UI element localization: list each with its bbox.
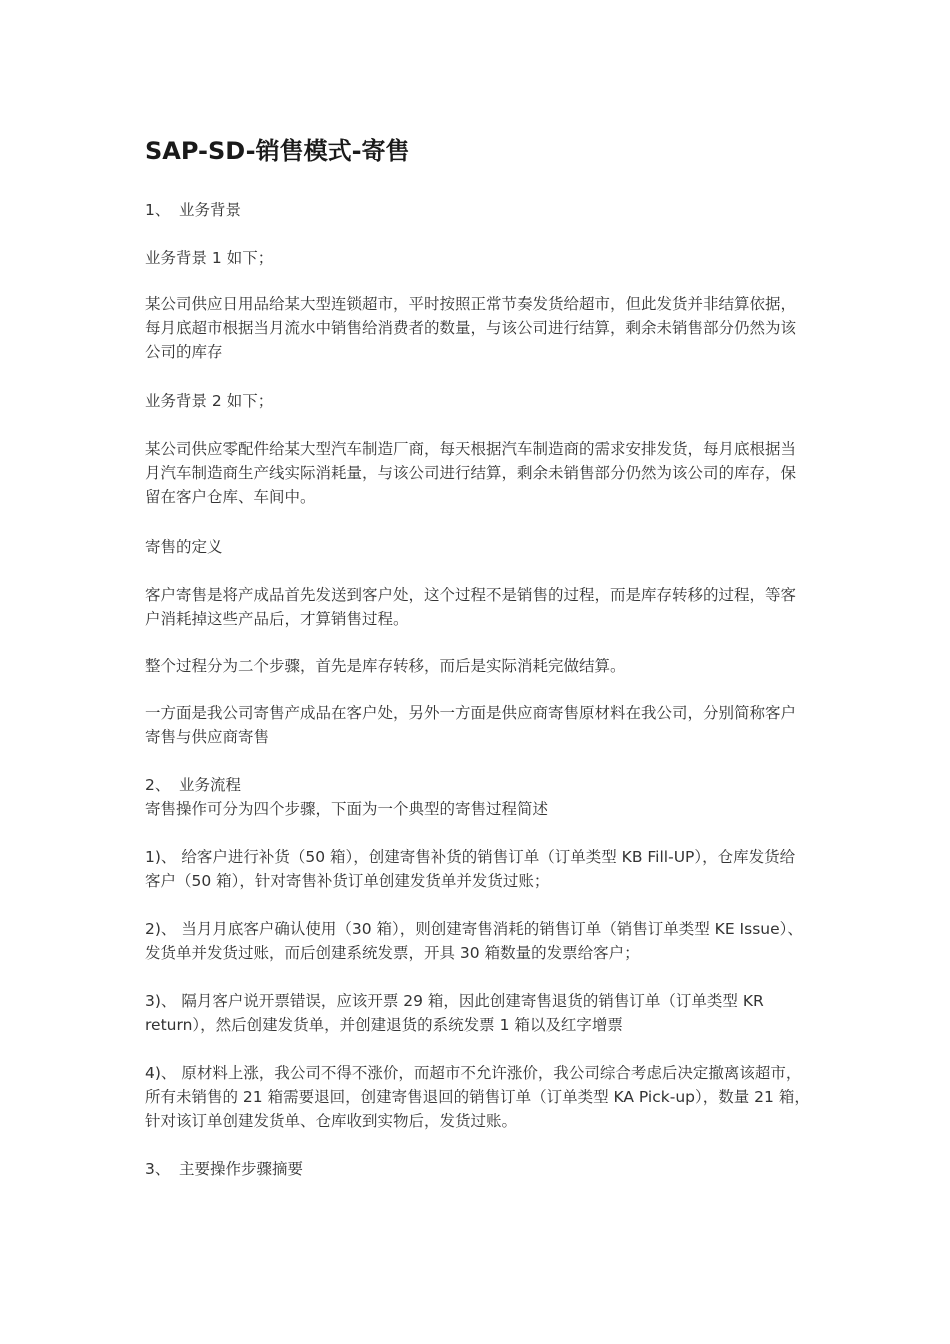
background-1-heading: 业务背景 1 如下； [145,249,274,267]
background-1-text: 某公司供应日用品给某大型连锁超市，平时按照正常节奏发货给超市，但此发货并非结算依据，每月底超市根据当月流水中销售给消费者的数量，与该公司进行结算，剩余未销售部分仍然为该公司的库存 [145,295,797,361]
flow-step-1: 1)、 给客户进行补货（50 箱），创建寄售补货的销售订单（订单类型 KB Fill-UP），仓库发货给客户（50 箱），针对寄售补货订单创建发货单并发货过账； [145,848,796,890]
definition-heading: 寄售的定义 [145,538,223,556]
section-1-number: 1、 [145,201,171,219]
flow-intro-text: 寄售操作可分为四个步骤，下面为一个典型的寄售过程简述 [145,800,549,818]
section-3-heading [145,1157,810,1181]
definition-text: 客户寄售是将产成品首先发送到客户处，这个过程不是销售的过程，而是库存转移的过程，等客户消耗掉这些产品后，才算销售过程。 [145,586,797,628]
consignment-split-text: 一方面是我公司寄售产成品在客户处，另外一方面是供应商寄售原材料在我公司，分别简称客户寄售与供应商寄售 [145,704,797,746]
steps-summary-text: 整个过程分为二个步骤，首先是库存转移，而后是实际消耗完做结算。 [145,657,626,675]
section-3-label: 主要操作步骤摘要 [179,1160,304,1178]
flow-step-3: 3)、 隔月客户说开票错误，应该开票 29 箱，因此创建寄售退货的销售订单（订单类型 KR return），然后创建发货单，并创建退货的系统发票 1 箱以及红字增票 [145,992,764,1034]
section-2-heading [145,773,810,797]
page-title: SAP-SD-销售模式-寄售 [145,137,410,165]
background-2-heading: 业务背景 2 如下； [145,392,274,410]
section-2-number: 2、 [145,776,171,794]
flow-step-4: 4)、 原材料上涨，我公司不得不涨价，而超市不允许涨价，我公司综合考虑后决定撤离该超市，所有未销售的 21 箱需要退回，创建寄售退回的销售订单（订单类型 KA Pick-up），数量 21 箱，针对该订单创建发货单、仓库收到实物后，发货过账。 [145,1064,810,1130]
section-2-label: 业务流程 [179,776,242,794]
section-3-number: 3、 [145,1160,171,1178]
section-1-heading [145,198,810,222]
flow-step-2: 2)、 当月月底客户确认使用（30 箱），则创建寄售消耗的销售订单（销售订单类型 KE Issue）、发货单并发货过账，而后创建系统发票，开具 30 箱数量的发票给客户； [145,920,803,962]
section-1-label: 业务背景 [179,201,242,219]
background-2-text: 某公司供应零配件给某大型汽车制造厂商，每天根据汽车制造商的需求安排发货，每月底根据当月汽车制造商生产线实际消耗量，与该公司进行结算，剩余未销售部分仍然为该公司的库存，保留在客户仓库、车间中。 [145,440,797,506]
